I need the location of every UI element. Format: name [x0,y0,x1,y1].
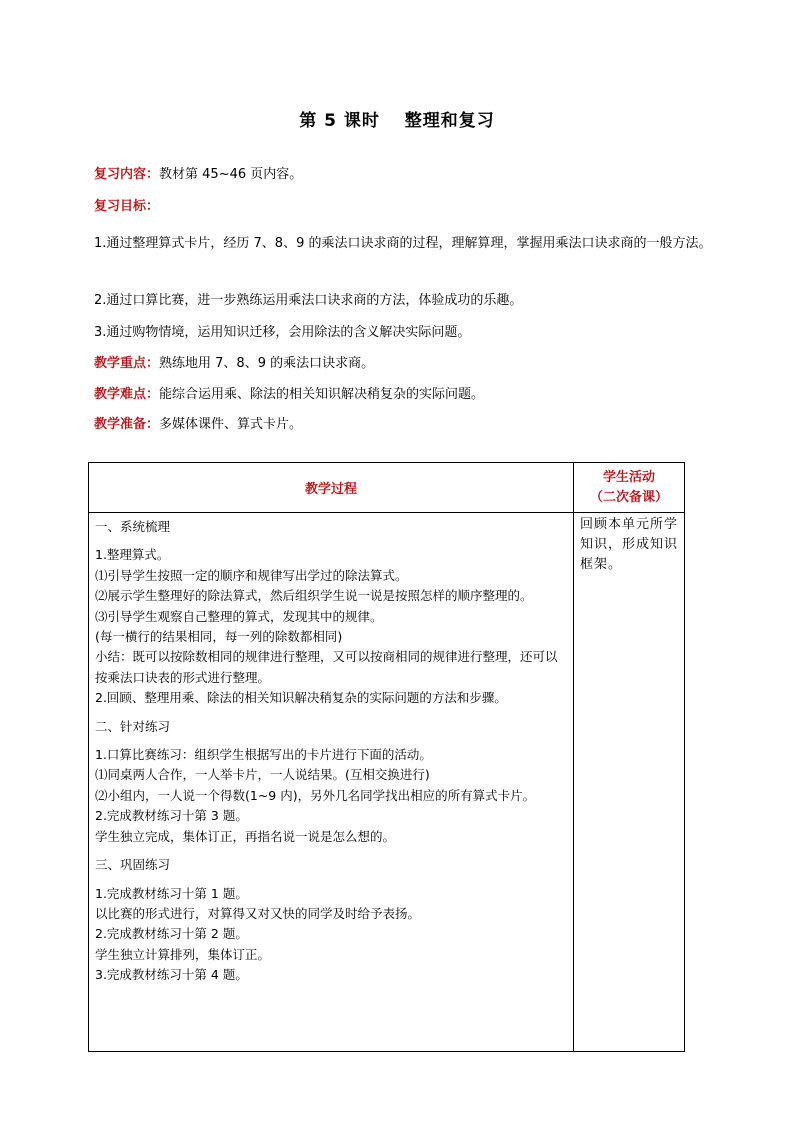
process-line: 1.口算比赛练习：组织学生根据写出的卡片进行下面的活动。 [95,747,432,763]
process-line: 1.完成教材练习十第 1 题。 [95,885,248,901]
process-line: ⑴同桌两人合作，一人举卡片，一人说结果。(互相交换进行) [95,767,430,783]
difficulty-label: 教学难点： [94,387,160,402]
process-line: 2.完成教材练习十第 2 题。 [95,926,248,942]
review-content-label: 复习内容： [94,167,160,182]
lesson-table [88,462,685,1052]
activity-cell: 回顾本单元所学知识，形成知识框架。 [574,513,685,1052]
header-activity [574,463,685,513]
process-line: 2.完成教材练习十第 3 题。 [95,808,248,824]
process-cell [89,513,574,1052]
header-activity-line2: （二次备课） [589,489,668,505]
process-line: ⑴引导学生按照一定的顺序和规律写出学过的除法算式。 [95,567,408,583]
preparation-label: 教学准备： [94,417,160,432]
key-point [94,355,724,373]
process-line: 1.整理算式。 [95,547,170,563]
process-line: 2.回顾、整理用乘、除法的相关知识解决稍复杂的实际问题的方法和步骤。 [95,690,507,706]
key-point-label: 教学重点： [94,356,160,371]
review-goals-label: 复习目标： [94,199,160,214]
key-point-text: 熟练地用 7、8、9 的乘法口诀求商。 [159,356,375,371]
process-line: 学生独立完成，集体订正，再指名说一说是怎么想的。 [95,828,396,844]
process-line: 小结：既可以按除数相同的规律进行整理，又可以按商相同的规律进行整理，还可以按乘法口诀表的形式进行整理。 [95,649,558,685]
page-title: 第 5 课时 整理和复习 [299,111,495,131]
process-line: 以比赛的形式进行，对算得又对又快的同学及时给予表扬。 [95,905,421,921]
process-line: ⑵展示学生整理好的除法算式，然后组织学生说一说是按照怎样的顺序整理的。 [95,588,533,604]
preparation-text: 多媒体课件、算式卡片。 [159,417,303,432]
section-title: 一、系统梳理 [95,519,171,534]
header-activity-line1: 学生活动 [602,469,655,485]
process-line: 3.完成教材练习十第 4 题。 [95,967,248,983]
preparation [94,416,724,434]
header-process: 教学过程 [89,463,574,513]
process-line: (每一横行的结果相同，每一列的除数都相同) [95,629,343,645]
section-title: 三、巩固练习 [95,857,171,873]
review-goal-1: 1.通过整理算式卡片，经历 7、8、9 的乘法口诀求商的过程，理解算理，掌握用乘法口诀求商的一般方法。 [94,236,712,251]
review-content-text: 教材第 45~46 页内容。 [159,167,303,182]
process-line: ⑵小组内，一人说一个得数(1~9 内)，另外几名同学找出相应的所有算式卡片。 [95,787,536,803]
review-goal-3: 3.通过购物情境，运用知识迁移，会用除法的含义解决实际问题。 [94,325,471,340]
review-content [94,166,724,184]
process-line: ⑶引导学生观察自己整理的算式，发现其中的规律。 [95,608,383,624]
process-line: 学生独立计算排列，集体订正。 [95,946,271,962]
difficulty [94,386,724,404]
section-title: 二、针对练习 [95,718,171,734]
review-goal-2: 2.通过口算比赛，进一步熟练运用乘法口诀求商的方法，体验成功的乐趣。 [94,293,523,308]
review-goals-label-line [94,198,724,216]
difficulty-text: 能综合运用乘、除法的相关知识解决稍复杂的实际问题。 [159,387,485,402]
